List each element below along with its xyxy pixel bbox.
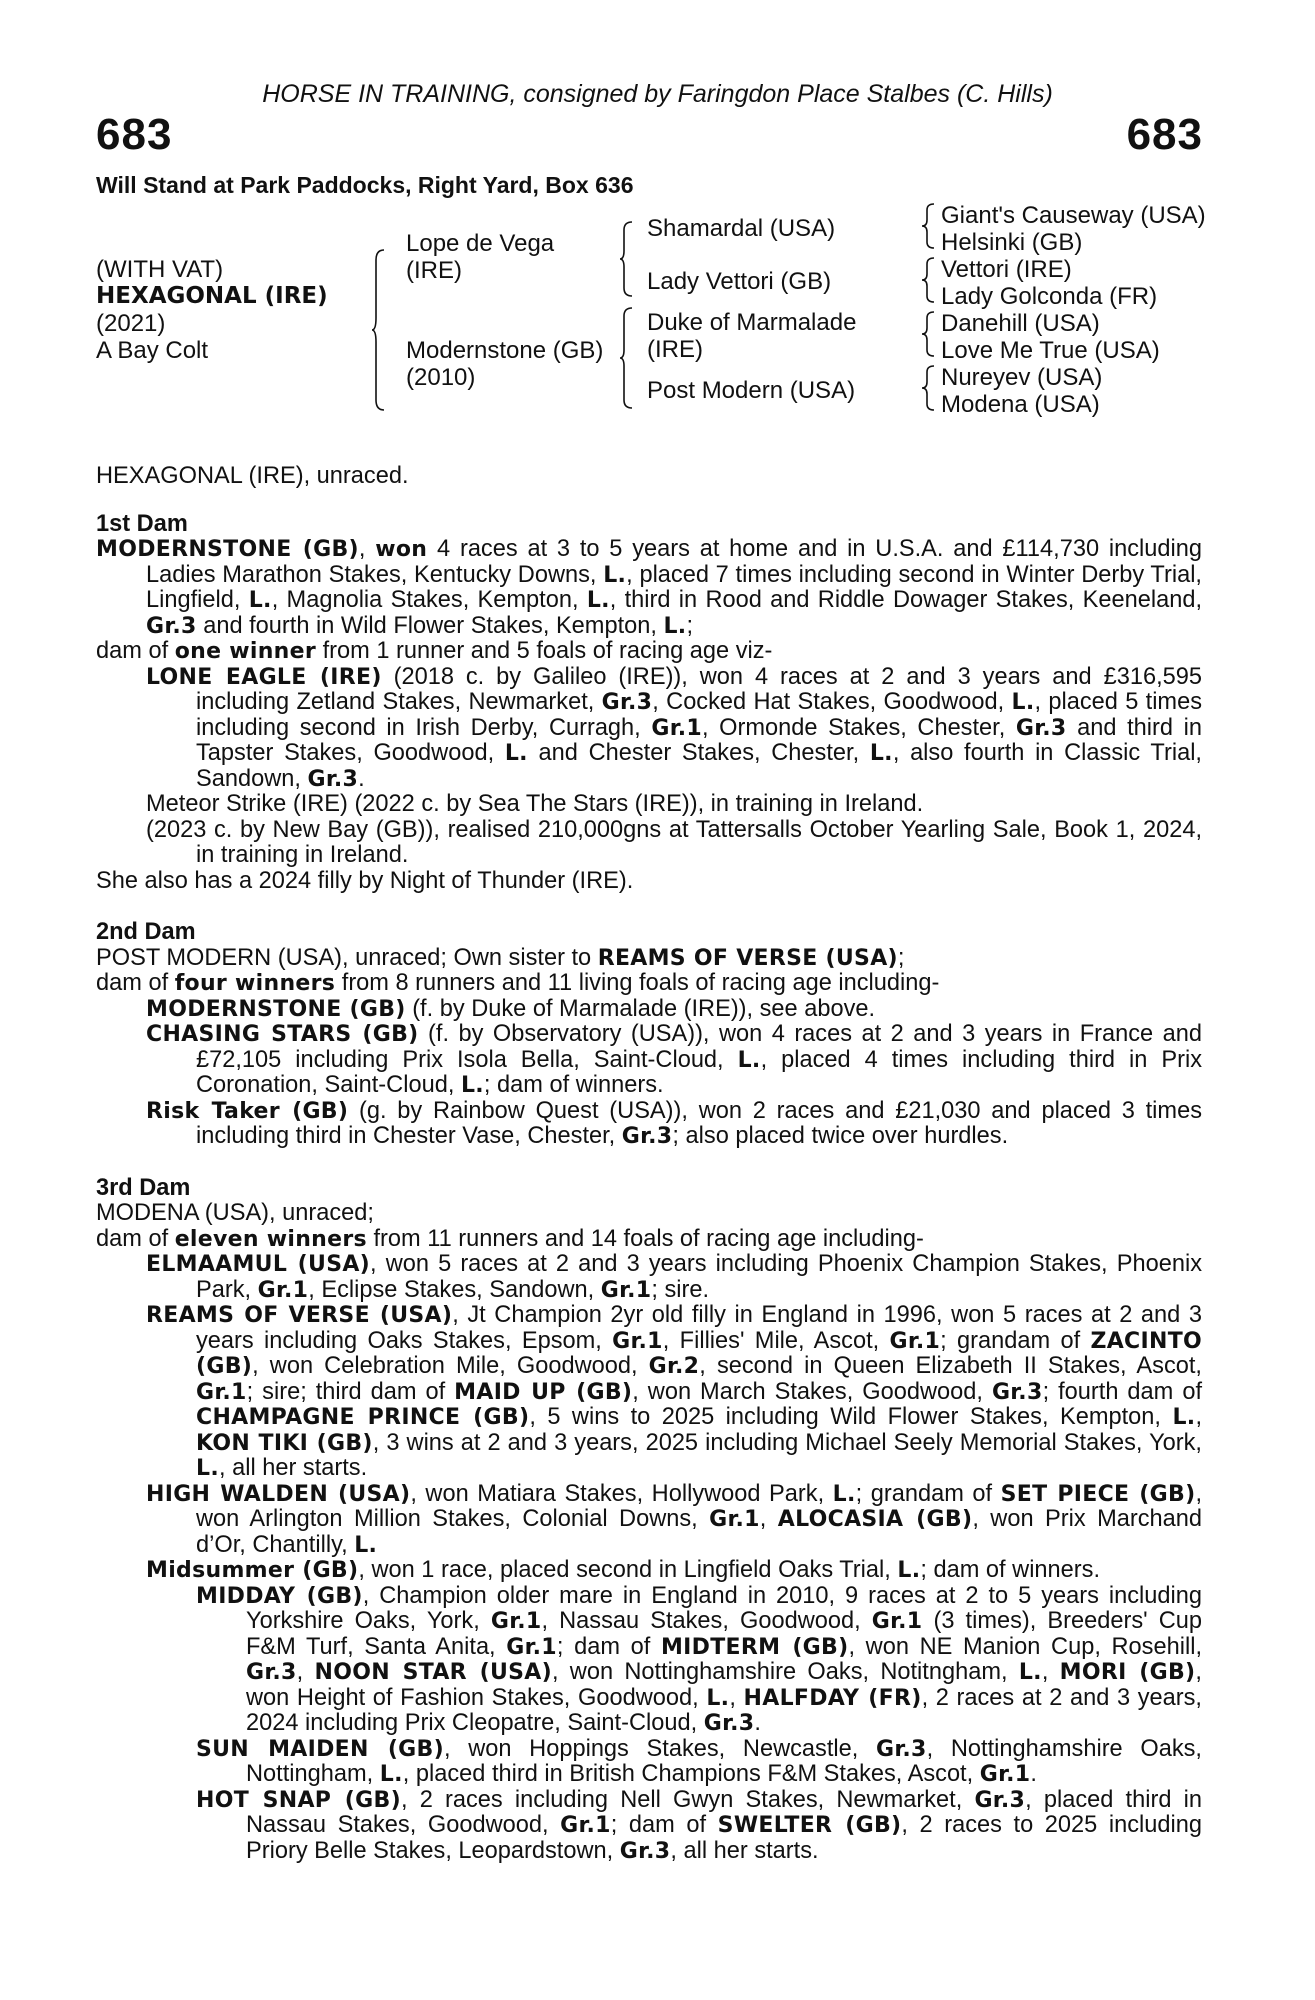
produce-chasing-stars: CHASING STARS (GB) (f. by Observatory (USA)), won 4 races at 2 and 3 years in France and £72,105 including Prix Isola Bella, Saint-Cloud, L., placed 4 times including third in Prix Coronation, Saint-Cloud, L.; dam of winners. (146, 1021, 1202, 1098)
intro-line: HEXAGONAL (IRE), unraced. (96, 463, 409, 489)
stand-location: Will Stand at Park Paddocks, Right Yard, Box 636 (96, 172, 634, 198)
produce-lone-eagle: LONE EAGLE (IRE) (2018 c. by Galileo (IRE)), won 4 races at 2 and 3 years and £316,595 including Zetland Stakes, Newmarket, Gr.3, Cocked Hat Stakes, Goodwood, L., placed 5 times including second in Irish Derby, Curragh, Gr.1, Ormonde Stakes, Chester, Gr.3 and third in Tapster Stakes, Goodwood, L. and Chester Stakes, Chester, L., also fourth in Classic Trial, Sandown, Gr.3. (146, 663, 1203, 792)
produce-reams-of-verse: REAMS OF VERSE (USA), Jt Champion 2yr old filly in England in 1996, won 5 races at 2 and 3 years including Oaks Stakes, Epsom, Gr.1, Fillies' Mile, Ascot, Gr.1; grandam of ZACINTO (GB), won Celebration Mile, Goodwood, Gr.2, second in Queen Elizabeth II Stakes, Ascot, Gr.1; sire; third dam of MAID UP (GB), won March Stakes, Goodwood, Gr.3; fourth dam of CHAMPAGNE PRINCE (GB), 5 wins to 2025 including Wild Flower Stakes, Kempton, L., KON TIKI (GB), 3 wins at 2 and 3 years, 2025 including Michael Seely Memorial Stakes, York, L., all her starts. (146, 1302, 1202, 1481)
sds: Vettori (IRE) (941, 256, 1072, 283)
bracket-dam (620, 308, 634, 408)
bracket-ds (922, 312, 936, 356)
third-dam-produce-summary: dam of eleven winners from 11 runners and 14 foals of racing age including- (96, 1225, 924, 1252)
third-dam-record: MODENA (USA), unraced; (96, 1200, 374, 1226)
sss: Giant's Causeway (USA) (941, 202, 1206, 229)
horse-name: HEXAGONAL (IRE) (96, 283, 328, 309)
produce-high-walden: HIGH WALDEN (USA), won Matiara Stakes, Hollywood Park, L.; grandam of SET PIECE (GB), won Arlington Million Stakes, Colonial Downs, Gr.1, ALOCASIA (GB), won Prix Marchand d’Or, Chantilly, L. (146, 1480, 1202, 1558)
sire-dam: Lady Vettori (GB) (647, 268, 832, 295)
produce-risk-taker: Risk Taker (GB) (g. by Rainbow Quest (USA)), won 2 races and £21,030 and placed 3 times including third in Chester Vase, Chester, Gr.3; also placed twice over hurdles. (146, 1097, 1203, 1149)
dam-dam: Post Modern (USA) (647, 377, 856, 404)
ddd: Modena (USA) (941, 391, 1100, 418)
second-dam-produce-summary: dam of four winners from 8 runners and 11 living foals of racing age including- (96, 970, 940, 996)
first-dam-record: MODERNSTONE (GB), won 4 races at 3 to 5 years at home and in U.S.A. and £114,730 including Ladies Marathon Stakes, Kentucky Downs, L., placed 7 times including second in Winter Derby Trial, Lingfield, L., Magnolia Stakes, Kempton, L., third in Rood and Riddle Dowager Stakes, Keeneland, Gr.3 and fourth in Wild Flower Stakes, Kempton, L.; (96, 536, 1202, 639)
sire-name: Lope de Vega (406, 230, 555, 257)
produce-midsummer: Midsummer (GB), won 1 race, placed second in Lingfield Oaks Trial, L.; dam of winners. (146, 1557, 1101, 1583)
produce-2024-filly: She also has a 2024 filly by Night of Thunder (IRE). (96, 867, 634, 894)
dam-sire: Duke of Marmalade (647, 309, 857, 336)
first-dam-heading: 1st Dam (96, 510, 188, 537)
horse-description: A Bay Colt (96, 337, 209, 364)
third-dam-heading: 3rd Dam (96, 1174, 191, 1201)
first-dam-produce-summary: dam of one winner from 1 runner and 5 foals of racing age viz- (96, 638, 773, 664)
produce-2023-colt: (2023 c. by New Bay (GB)), realised 210,000gns at Tattersalls October Yearling Sale, Book 1, 2024, in training in Ireland. (146, 816, 1202, 868)
second-dam-heading: 2nd Dam (96, 919, 196, 945)
produce-modernstone: MODERNSTONE (GB) (f. by Duke of Marmalade (IRE)), see above. (146, 995, 876, 1022)
sire-country: (IRE) (406, 257, 462, 284)
dam-name: Modernstone (GB) (406, 337, 604, 364)
lot-number-right: 683 (1126, 110, 1203, 159)
bracket-ss (922, 204, 936, 248)
bracket-dd (922, 366, 936, 410)
dds: Nureyev (USA) (941, 364, 1103, 391)
ssd: Helsinki (GB) (941, 229, 1083, 256)
page-header-title: HORSE IN TRAINING, consigned by Faringdon Place Stalbes (C. Hills) (262, 80, 1053, 108)
bracket-main (372, 250, 386, 410)
produce-hot-snap: HOT SNAP (GB), 2 races including Nell Gwyn Stakes, Newmarket, Gr.3, placed third in Nassau Stakes, Goodwood, Gr.1; dam of SWELTER (GB), 2 races to 2025 including Priory Belle Stakes, Leopardstown, Gr.3, all her starts. (196, 1786, 1203, 1864)
sdd: Lady Golconda (FR) (941, 283, 1158, 310)
catalogue-body (96, 464, 1202, 1864)
produce-elmaamul: ELMAAMUL (USA), won 5 races at 2 and 3 years including Phoenix Champion Stakes, Phoenix Park, Gr.1, Eclipse Stakes, Sandown, Gr.1; sire. (146, 1251, 1202, 1303)
lot-number-left: 683 (96, 110, 173, 159)
produce-sun-maiden: SUN MAIDEN (GB), won Hoppings Stakes, Newcastle, Gr.3, Nottinghamshire Oaks, Nottingham, L., placed third in British Champions F&M Stakes, Ascot, Gr.1. (196, 1735, 1202, 1787)
bracket-sd (922, 258, 936, 302)
second-dam-record: POST MODERN (USA), unraced; Own sister to REAMS OF VERSE (USA); (96, 944, 905, 971)
produce-midday: MIDDAY (GB), Champion older mare in England in 2010, 9 races at 2 to 5 years including Yorkshire Oaks, York, Gr.1, Nassau Stakes, Goodwood, Gr.1 (3 times), Breeders' Cup F&M Turf, Santa Anita, Gr.1; dam of MIDTERM (GB), won NE Manion Cup, Rosehill, Gr.3, NOON STAR (USA), won Nottinghamshire Oaks, Notitngham, L., MORI (GB), won Height of Fashion Stakes, Goodwood, L., HALFDAY (FR), 2 races at 2 and 3 years, 2024 including Prix Cleopatre, Saint-Cloud, Gr.3. (196, 1582, 1202, 1736)
bracket-sire (620, 222, 634, 296)
dam-sire-country: (IRE) (647, 336, 703, 363)
dss: Danehill (USA) (941, 310, 1100, 337)
vat-note: (WITH VAT) (96, 256, 224, 283)
sire-sire: Shamardal (USA) (647, 215, 836, 242)
horse-year: (2021) (96, 310, 166, 337)
dsd: Love Me True (USA) (941, 337, 1160, 364)
produce-meteor-strike: Meteor Strike (IRE) (2022 c. by Sea The Stars (IRE)), in training in Ireland. (146, 791, 924, 817)
dam-year: (2010) (406, 364, 476, 391)
